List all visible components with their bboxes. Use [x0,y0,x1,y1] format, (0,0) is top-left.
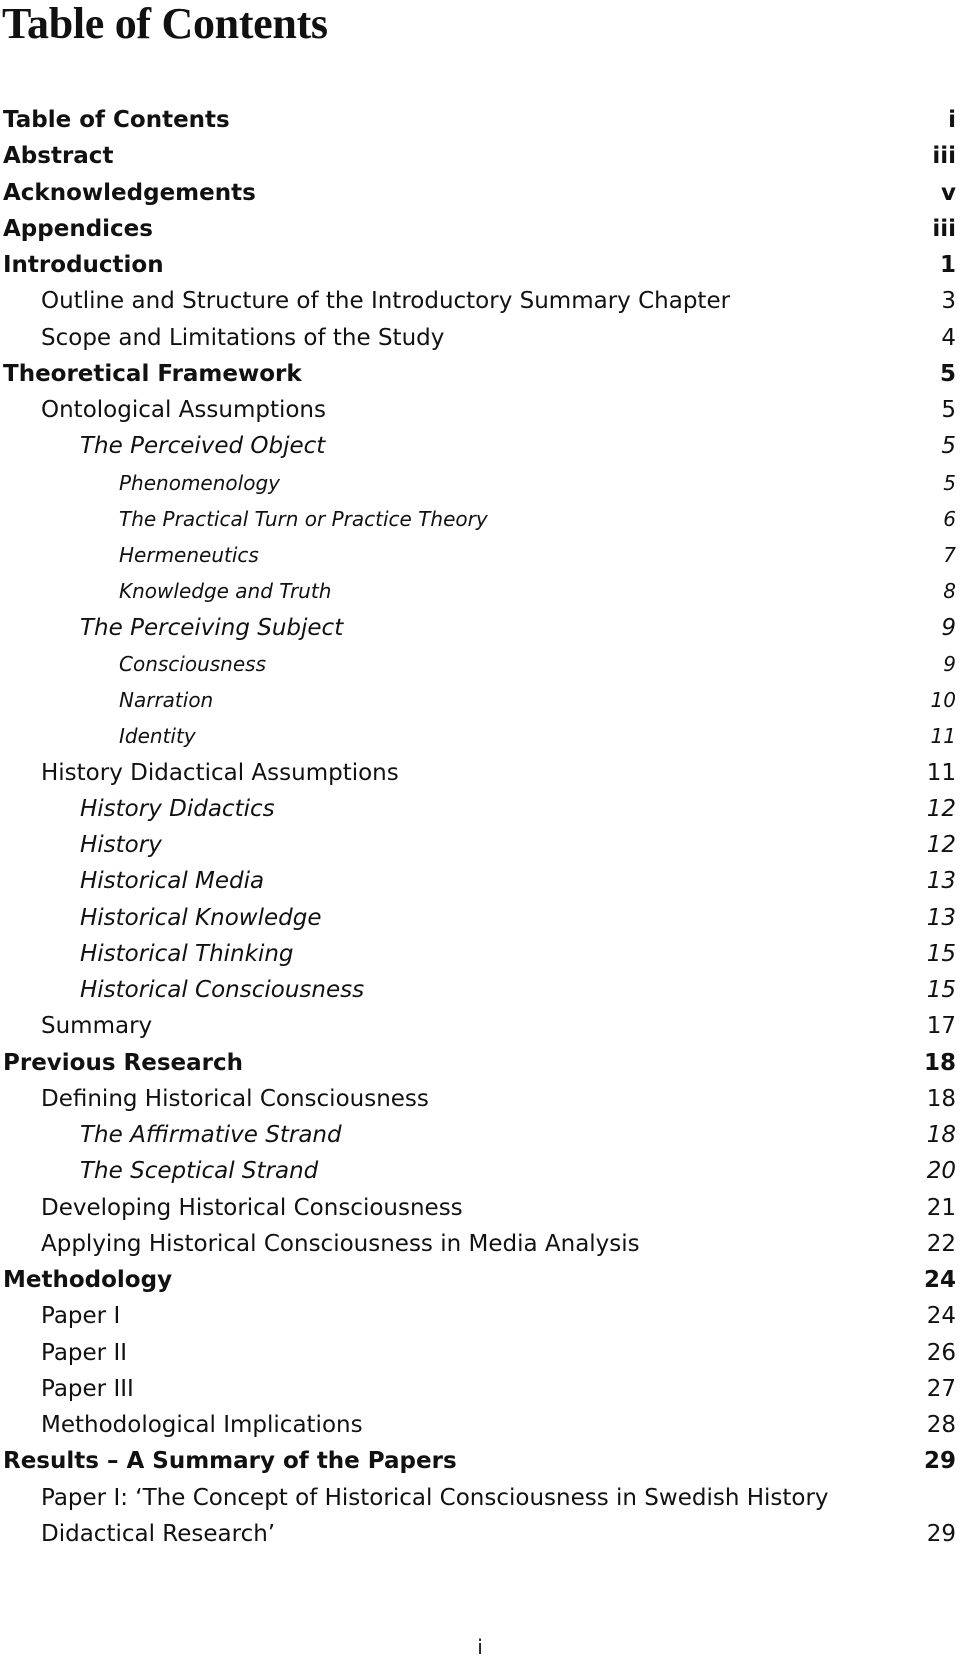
toc-entry-title: Results – A Summary of the Papers [3,1448,457,1475]
toc-entry [0,247,960,283]
toc-entry [0,1117,960,1153]
toc-entry-page-number: iii [932,215,956,242]
toc-entry [0,1045,960,1081]
toc-entry-title: Defining Historical Consciousness [41,1085,429,1112]
toc-entry-title: Historical Media [80,868,265,895]
toc-entry [0,1335,960,1371]
toc-entry [0,1480,960,1516]
toc-entry-page-number: 5 [941,433,956,460]
toc-entry [0,428,960,464]
toc-entry [0,1407,960,1443]
toc-entry [0,175,960,211]
toc-entry-title: Historical Consciousness [80,977,365,1004]
toc-entry [0,1298,960,1334]
toc-entry-page-number: 28 [926,1412,956,1439]
toc-entry-title: Outline and Structure of the Introductory Summary Chapter [41,288,731,315]
toc-entry [0,1516,960,1552]
toc-entry-title: Methodological Implications [41,1412,363,1439]
toc-entry-page-number: 1 [939,252,956,279]
toc-entry-page-number: 20 [926,1158,956,1185]
toc-entry-title: The Sceptical Strand [80,1158,319,1185]
toc-entry-page-number: 21 [926,1194,956,1221]
toc-entry-page-number: 26 [926,1339,956,1366]
toc-entry-title: Paper I [41,1303,121,1330]
toc-entry-title: Previous Research [3,1049,244,1076]
toc-entry [0,1226,960,1262]
toc-entry-page-number: 6 [943,506,956,531]
toc-entry [0,972,960,1008]
toc-entry [0,320,960,356]
toc-entry [0,356,960,392]
toc-entry-title: Historical Knowledge [80,904,322,931]
toc-entry-page-number: 27 [926,1375,956,1402]
toc-entry-title: Didactical Research’ [41,1520,276,1547]
toc-entry-title: Applying Historical Consciousness in Media Analysis [41,1230,640,1257]
toc-entry [0,465,960,501]
toc-entry-page-number: 13 [926,904,956,931]
toc-entry [0,646,960,682]
toc-entry-title: The Perceived Object [80,433,326,460]
toc-entry-page-number: 5 [939,360,956,387]
toc-entry-title: Developing Historical Consciousness [41,1194,463,1221]
toc-entry-page-number: v [941,179,956,206]
toc-entry [0,610,960,646]
toc-entry-title: Phenomenology [119,470,280,495]
toc-entry [0,755,960,791]
toc-entry-title: Knowledge and Truth [119,579,332,604]
toc-entry-title: Introduction [3,252,164,279]
toc-entry-page-number: 8 [943,579,956,604]
toc-entry-title: Theoretical Framework [3,360,302,387]
toc-entry-title: Ontological Assumptions [41,397,326,424]
toc-entry [0,1190,960,1226]
toc-entry-title: Summary [41,1013,153,1040]
toc-entry-title: The Practical Turn or Practice Theory [119,506,488,531]
toc-entry-title: Paper I: ‘The Concept of Historical Consciousness in Swedish History [41,1484,829,1511]
toc-entry-title: Methodology [3,1267,173,1294]
toc-entry-title: Acknowledgements [3,179,256,206]
toc-entry-title: Scope and Limitations of the Study [41,324,445,351]
toc-entry [0,211,960,247]
toc-entry-title: Hermeneutics [119,543,259,568]
toc-entry-page-number: 18 [926,1085,956,1112]
toc-entry-page-number: 10 [930,688,956,713]
toc-entry-title: The Affirmative Strand [80,1122,342,1149]
toc-entry-page-number: 11 [930,724,956,749]
toc-entry [0,1008,960,1044]
toc-entry-title: History Didactics [80,795,275,822]
toc-entry [0,1443,960,1479]
toc-entry-page-number: 17 [926,1013,956,1040]
toc-entry-title: Appendices [3,215,153,242]
toc-entry [0,1371,960,1407]
toc-entry-page-number: 3 [941,288,956,315]
toc-entry-page-number: 18 [926,1122,956,1149]
toc-entry [0,392,960,428]
toc-entry [0,283,960,319]
toc-entry-page-number: 24 [926,1303,956,1330]
toc-entry [0,1262,960,1298]
toc-entry-page-number: 7 [943,543,956,568]
toc-entry-title: History Didactical Assumptions [41,759,399,786]
toc-entry-page-number: 24 [923,1267,956,1294]
toc-entry-page-number: 29 [926,1520,956,1547]
page-number-footer: i [477,1635,483,1659]
toc-entry [0,573,960,609]
toc-entry [0,1081,960,1117]
toc-entry-title: Paper II [41,1339,128,1366]
toc-entry [0,501,960,537]
toc-entry [0,936,960,972]
toc-entry [0,863,960,899]
toc-entry-page-number: 12 [926,795,956,822]
toc-entry-page-number: 9 [941,614,956,641]
toc-entry-page-number: 29 [923,1448,956,1475]
toc-entry-title: Paper III [41,1375,134,1402]
toc-entry [0,900,960,936]
toc-entry-title: Abstract [3,143,114,170]
toc-entry-title: History [80,832,162,859]
toc-entry-title: Narration [119,688,214,713]
toc-entry-title: Historical Thinking [80,940,294,967]
toc-entry [0,138,960,174]
toc-entry [0,827,960,863]
toc-entry-page-number: 11 [926,759,956,786]
toc-entry-title: Consciousness [119,651,267,676]
toc-entry [0,102,960,138]
page-title: Table of Contents [2,0,328,48]
toc-entry-page-number: 4 [941,324,956,351]
toc-entry-page-number: 15 [926,977,956,1004]
toc-entry-page-number: 13 [926,868,956,895]
toc-entry-page-number: 5 [943,470,956,495]
toc-entry [0,791,960,827]
toc-entry-page-number: 22 [926,1230,956,1257]
toc-entry-page-number: 5 [941,397,956,424]
toc-entry-title: The Perceiving Subject [80,614,344,641]
toc-entry-page-number: i [948,107,956,134]
toc-entry-page-number: 15 [926,940,956,967]
toc-entry [0,537,960,573]
toc-entry-page-number: 12 [926,832,956,859]
toc-entry [0,1153,960,1189]
toc-entry-page-number: 18 [923,1049,956,1076]
toc-entry-page-number: iii [932,143,956,170]
toc-entry-page-number: 9 [943,651,956,676]
toc-entry [0,718,960,754]
toc-list [0,102,960,1552]
toc-entry-title: Identity [119,724,196,749]
toc-entry [0,682,960,718]
toc-entry-title: Table of Contents [3,107,230,134]
